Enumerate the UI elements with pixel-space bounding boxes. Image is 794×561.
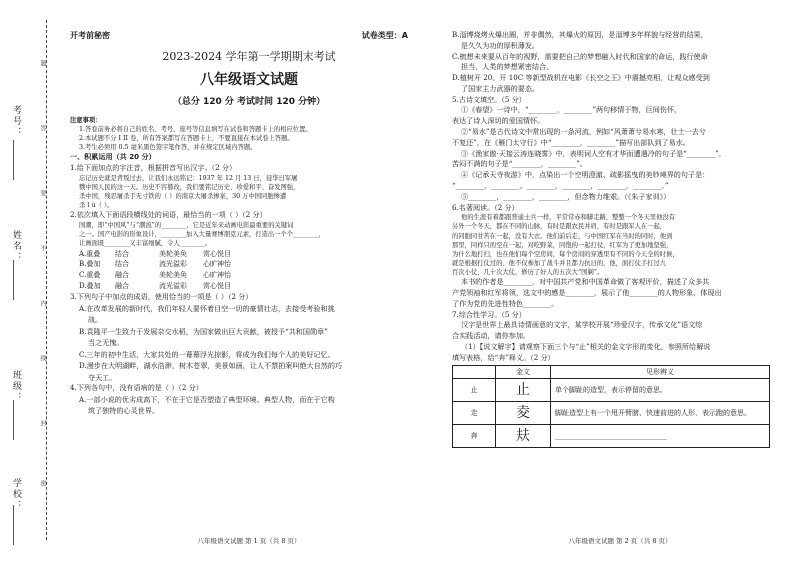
option-line[interactable]: C.三年的初中生活，大家共处的一幕幕浮光掠影，将成为我们每个人的美好记忆。: [79, 349, 335, 359]
seal-mark: 封: [39, 420, 46, 426]
left-header: [70, 30, 428, 42]
passage-line: 为什么地打扫，也在他们每个空房间，每个房间的穿透里有不同的今天全的时候，: [452, 250, 679, 258]
right-footer: 八年级语文试题 第 2 页（共 8 页）: [568, 537, 672, 545]
passage-line: 就是根据打仗过的、他不仅参加了战斗并且都力抗日的，他，面打仗手打过九: [452, 259, 667, 267]
passage-line: 百次小仗，几十次大仗，修历了好人的五次大“国剿”。: [452, 269, 604, 277]
paper-type: 试卷类型：A: [361, 31, 408, 40]
passage-line: 那里，同样只的空在一起，对吃野菜，同饱的一起打仗，红军为了更加地坚强，: [452, 241, 673, 249]
question-6-lines: [452, 277, 788, 309]
bronze-glyph: 止: [496, 379, 551, 402]
note-line: 3.考生必须用 0.5 毫米黑色签字笔作答，并在规定区域内答题。: [79, 144, 257, 152]
option-cell: 融合: [115, 271, 129, 280]
option-line[interactable]: B.袁隆平一生致力于发展杂交水稻，为国家做出巨大贡献，被授予“共和国勋章”: [79, 326, 328, 336]
fill-line: 不复还”，在《雁门太守行》中“________，________”描写出部队到了易水。: [452, 137, 690, 147]
exam-no-label: 考号：: [11, 105, 21, 138]
question-1: 1.给下面加点的字注音，根据拼音写出汉字。（2 分）: [70, 163, 237, 173]
option-cell: 美轮美奂: [159, 271, 187, 280]
table-header: 金文: [496, 366, 551, 379]
table-header: [453, 366, 496, 379]
option-line[interactable]: B.淄博烧烤火爆出圈，并非偶然，其爆火的原因，是淄博多年样貌与经营的结果，: [452, 30, 708, 39]
seal-mark: 内: [39, 300, 46, 306]
exam-subject-title: 八年级语文试题: [200, 71, 298, 88]
school-label: 学校：: [11, 478, 21, 511]
option-cell[interactable]: B.叠加: [79, 260, 101, 269]
question-5: 5.古诗文填空。（5 分）: [452, 94, 526, 104]
question-4-options: [70, 394, 428, 417]
table-cell: 脚趾造型上有一个甩开臂膀、快速前进的人形，表示跑的意思。: [551, 402, 770, 425]
seal-line: [46, 20, 47, 540]
option-cell[interactable]: C.重叠: [79, 271, 101, 280]
fill-line: 产党领袖和红军将领，选文中的感是________，展示了他________的人物形象，体现出: [452, 287, 722, 297]
notes-title: 注意事项：: [70, 116, 102, 124]
passage-line: 杀中国，残忍屠杀手无寸铁的（ ）的南京大屠杀惨案，30 万中国同胞惨遭: [79, 193, 287, 201]
right-page: [452, 30, 788, 448]
class-label: 班级：: [11, 370, 21, 403]
option-line[interactable]: D.漫步在大明湖畔，湖水浩渺，树木苍翠，美景如画，让人不禁拍案叫绝大自然的巧: [79, 361, 343, 371]
option-cell: 赏心悦目: [203, 282, 231, 291]
intro-line: 汉字是世界上最具诗情画意的文字，某学校开展“珍爱汉字，传承文化”语文综: [461, 320, 703, 330]
option-line[interactable]: A.一部小说的优劣成高下，不在于它是否塑造了典型环境、典型人物，而在于它构: [79, 394, 335, 404]
option-line[interactable]: A.在改革发展的新时代，我们年轻人要怀着目空一切的豪情壮志，去接受考验和挑: [79, 303, 335, 313]
passage-line: 之一。国产电影的形象设计，________加入大量赛博朋克元素，打造出一个个________，: [79, 231, 325, 239]
secret-label: 开考前秘密: [70, 31, 110, 40]
bronze-glyph: 夌: [496, 402, 551, 425]
passage-line: 杀ｌù（ ）。: [79, 202, 114, 210]
option-cell[interactable]: D.叠加: [79, 282, 101, 291]
fill-line: ③《渔家傲·天接云涛连晓雾》中，表明词人空有才华而遭遇冷的句子是“________”，: [461, 148, 726, 158]
question-2: 2.依次填入下面语段横线处的词语，最恰当的一项（ ）（2 分）: [70, 210, 267, 220]
option-line: 是久久为功的厚积薄发。: [461, 40, 540, 50]
seal-mark: 要: [39, 190, 46, 196]
table-cell: 单个脚趾的造型，表示停留的意思。: [551, 379, 770, 402]
glyph-table: [452, 365, 770, 448]
fill-line: “________，________。________，________，________，________。”: [452, 180, 669, 190]
option-cell: 心旷神怡: [203, 271, 231, 280]
option-line: 筑了独特的心灵世界。: [88, 406, 159, 416]
option-line: 夺天工。: [88, 372, 117, 382]
option-line[interactable]: D.植树开 20、开 10C 等新型战机在电影《长空之王》中震撼亮相，让观众感受到: [452, 73, 710, 83]
fill-line: ②“易水”是古代诗文中常出现的一条河流，例如“风萧萧兮易水寒，壮士一去兮: [461, 127, 706, 137]
table-cell: 走: [453, 402, 496, 425]
exam-no-line: [13, 140, 14, 180]
option-cell: 结合: [115, 249, 129, 258]
notes: [70, 116, 428, 153]
question-7: 7.综合性学习。（5 分）: [452, 309, 526, 319]
option-cell: 融合: [115, 282, 129, 291]
table-row: [453, 402, 770, 425]
question-3: 3.下列句子中加点的成语，使用恰当的一项是（ ）（2 分）: [70, 291, 253, 301]
question-4: 4.下列各句中，没有语病的是（ ）（2 分）: [70, 383, 203, 393]
table-row: [453, 425, 770, 448]
passage-line: 让画面既________又丰富细腻，令人________。: [79, 240, 212, 248]
intro-line: 填写表格，给“奔”释义。（2 分）: [452, 352, 555, 362]
section-title: 一、积累运用（共 20 分）: [70, 152, 156, 162]
fill-line: 表达了诗人深切的爱国情怀。: [452, 116, 545, 126]
seal-mark: 答: [39, 125, 46, 131]
question-6-passage: [452, 213, 788, 277]
option-line: 了国家主力武器的要态。: [461, 83, 540, 93]
note-line: 2.本试题不分 I II 卷，所有答案都写在答题卡上，不要直接在本试卷上答题。: [79, 135, 294, 143]
table-header: 见形辨义: [551, 366, 770, 379]
fill-line: 苦闷不满的句子是“________，________”。: [452, 159, 587, 169]
question-2-options: [70, 249, 428, 292]
seal-mark: 密: [39, 480, 46, 486]
passage-line: 他的生涯有着都跟普通士兵一样，平常常赤和脚走路，整整一个冬天里他没有: [461, 214, 676, 222]
option-cell: 流光溢彩: [159, 282, 187, 291]
exam-score-time: （总分 120 分 考试时间 120 分钟）: [172, 97, 326, 108]
question-6: 6.名著阅读。（2 分）: [452, 202, 519, 212]
bronze-glyph: 㚘: [496, 425, 551, 448]
option-line: 担当，人类的梦想紧密结合。: [461, 62, 554, 72]
table-row: [453, 379, 770, 402]
passage-line: 戮中国人民的这一天。历史不容篡改，我们要铭记历史、珍爱和平、奋发图强，: [79, 184, 300, 191]
question-7-intro: [452, 320, 788, 363]
option-line: 战。: [88, 315, 103, 325]
seal-mark: 不: [39, 245, 46, 251]
name-label: 姓名：: [11, 230, 21, 263]
option-line: 当之无愧。: [88, 338, 124, 348]
seal-mark: 线: [39, 355, 46, 361]
table-cell: 止: [453, 379, 496, 402]
fill-line: 本书的作者是________，对中国共产党和中国革命做了客观评价，描述了众多共: [461, 277, 710, 287]
passage-line: 的同胞同甘苦在一起，没有大衣。他们前后走，与中国红军在当时的同时，他到: [452, 232, 673, 240]
passage-line: 另外一个冬天，都在不同的山脉，有时是跟农民并肩，有时是跟军人在一起，: [452, 223, 667, 231]
option-cell: 结合: [115, 260, 129, 269]
question-5-lines: [452, 105, 788, 202]
option-cell: 心旷神怡: [203, 260, 231, 269]
question-3-options: [70, 303, 428, 383]
intro-line: 合实践活动，请你参加。: [452, 331, 531, 341]
option-cell: 流光溢彩: [159, 260, 187, 269]
option-cell: 赏心悦目: [203, 249, 231, 258]
passage-line: 忘记历史就是背叛过去，让我们永远铭记：1937 年 12 月 13 日，侵华日军屠: [79, 174, 298, 182]
seal-mark: 题: [39, 60, 46, 66]
question-2-passage: [70, 221, 428, 248]
table-header-row: [453, 366, 770, 379]
q4-remaining-options: [452, 30, 788, 95]
exam-title: 2023-2024 学年第一学期期末考试: [162, 50, 336, 64]
passage-line: 国潮，即“中国风”与“潮流”的________，它是近年来动画电影最重要的关键词: [79, 222, 294, 230]
answer-cell[interactable]: ________________________________: [551, 425, 770, 448]
binding-margin: [0, 0, 62, 561]
fill-line: 了作为党的先进性特色________。: [452, 298, 559, 308]
left-footer: 八年级语文试题 第 1 页（共 8 页）: [197, 537, 301, 545]
fill-line: ①《春望》一诗中，“________，________”两句移情于物，巨间伤怀，: [461, 105, 682, 115]
name-line: [13, 260, 14, 300]
option-cell[interactable]: A.重叠: [79, 249, 101, 258]
note-line: 1.答卷前务必将自己的姓名、考号、座号等信息填写在试卷和答题卡上的相应位置。: [79, 125, 312, 133]
left-page: [70, 30, 428, 417]
school-line: [13, 505, 14, 545]
fill-line: ④《记承天寺夜游》中，点染出一个空明澄澈、疏影摇曳的美妙境界的句子是：: [461, 170, 710, 180]
option-cell: 美轮美奂: [159, 249, 187, 258]
class-line: [13, 400, 14, 440]
fill-line: ⑤________，________，________，但念物力维艰。（《朱子家训》）: [461, 191, 671, 201]
question-1-passage: [70, 174, 428, 211]
intro-line: （1）【说文解字】请观察下面三个与“止”相关的金文字形的变化，参照所给解说: [461, 341, 711, 351]
table-cell: 奔: [453, 425, 496, 448]
option-line[interactable]: C.梳想未来要从百年的视野，需要把自己的梦想融入时代和国家的命运，践行使命: [452, 51, 708, 61]
